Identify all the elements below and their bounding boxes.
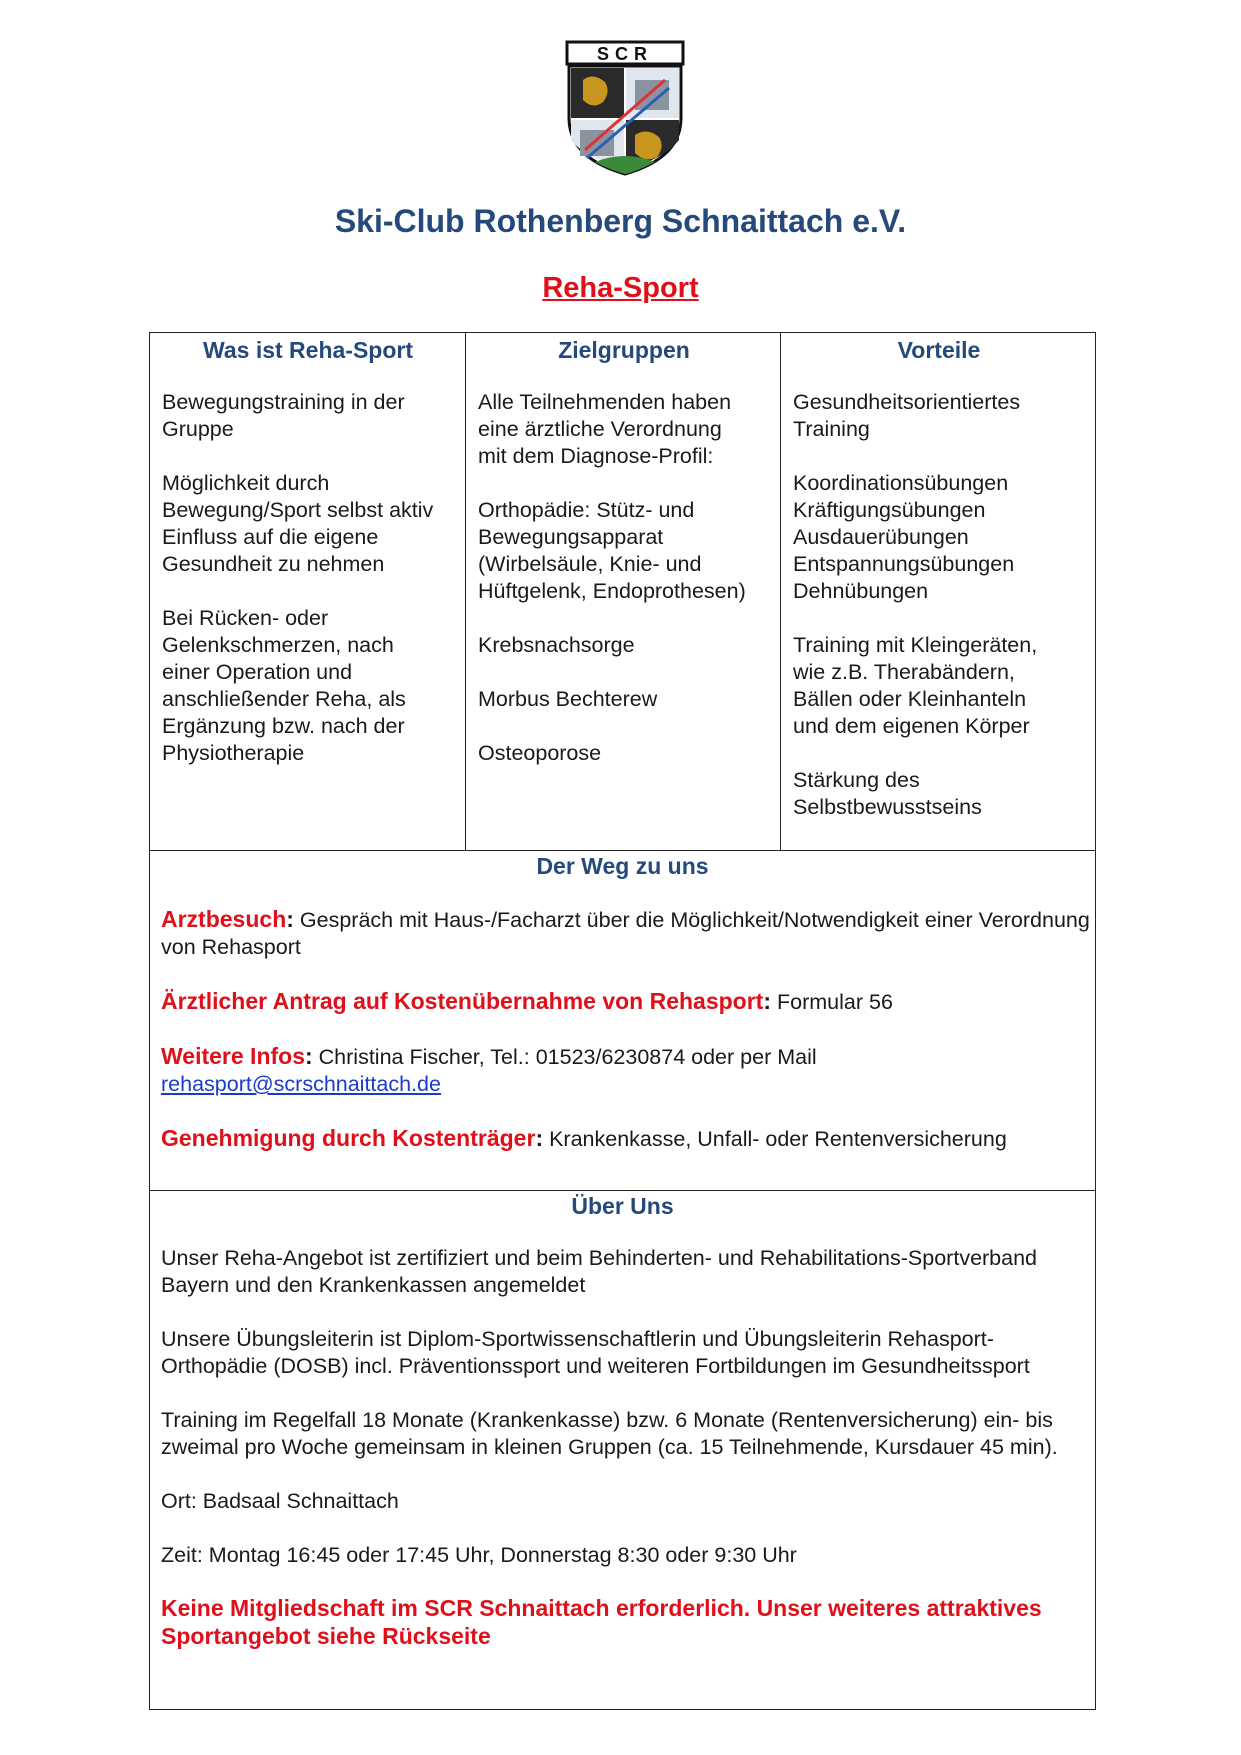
- weg-item-arztbesuch: Arztbesuch: Gespräch mit Haus-/Facharzt über die Möglichkeit/Notwendigkeit einer Verordnung von Rehasport: [161, 906, 1090, 959]
- column-paragraph: Bei Rücken- oder Gelenkschmerzen, nach einer Operation und anschließender Reha, als Ergänzung bzw. nach der Physiotherapie: [162, 606, 406, 765]
- column-vorteile: [781, 332, 1097, 848]
- club-name-heading: Ski-Club Rothenberg Schnaittach e.V.: [334, 203, 907, 239]
- column-zielgruppen: [466, 332, 782, 794]
- weg-item-label: Ärztlicher Antrag auf Kostenübernahme von Rehasport: [161, 988, 764, 1014]
- ueber-paragraph: Unser Reha-Angebot ist zertifiziert und beim Behinderten- und Rehabilitations-Sportverband Bayern und den Krankenkassen angemeldet: [161, 1246, 1038, 1297]
- ueber-paragraph: Training im Regelfall 18 Monate (Krankenkasse) bzw. 6 Monate (Rentenversicherung) ein- bis zweimal pro Woche gemeinsam in kleinen Gruppen (ca. 15 Teilnehmende, Kursdauer 45 min).: [161, 1408, 1058, 1459]
- column-paragraph: Morbus Bechterew: [478, 687, 658, 711]
- column-paragraph: Osteoporose: [478, 741, 602, 765]
- section-ueber-uns: [161, 1245, 1091, 1677]
- weg-item-antrag: Ärztlicher Antrag auf Kostenübernahme von Rehasport: Formular 56: [161, 988, 893, 1014]
- row-divider: [149, 850, 1096, 851]
- column-paragraph: Alle Teilnehmenden haben eine ärztliche Verordnung mit dem Diagnose-Profil:: [478, 390, 732, 468]
- weg-item-text: Formular 56: [771, 990, 893, 1014]
- ueber-paragraph: Zeit: Montag 16:45 oder 17:45 Uhr, Donnerstag 8:30 oder 9:30 Uhr: [161, 1543, 797, 1567]
- weg-item-text: Gespräch mit Haus-/Facharzt über die Möglichkeit/Notwendigkeit einer Verordnung von Rehasport: [161, 908, 1090, 959]
- email-link[interactable]: rehasport@scrschnaittach.de: [161, 1072, 441, 1096]
- column-paragraph: Bewegungstraining in der Gruppe: [162, 390, 405, 441]
- column-paragraph: Gesundheitsorientiertes Training: [793, 390, 1021, 441]
- ueber-paragraph: Ort: Badsaal Schnaittach: [161, 1489, 399, 1513]
- section-weg: [161, 906, 1091, 1180]
- club-crest-logo: [565, 40, 685, 176]
- column-heading: Zielgruppen: [558, 337, 690, 363]
- column-paragraph: Koordinationsübungen Kräftigungsübungen Ausdauerübungen Entspannungsübungen Dehnübungen: [793, 471, 1015, 603]
- weg-item-infos: Weitere Infos: Christina Fischer, Tel.: 01523/6230874 oder per Mail rehasport@scrschnaittach.de: [161, 1043, 817, 1096]
- column-paragraph: Training mit Kleingeräten, wie z.B. Therabändern, Bällen oder Kleinhanteln und dem eigenen Körper: [793, 633, 1038, 738]
- column-heading: Vorteile: [897, 337, 981, 363]
- section-heading-weg: Der Weg zu uns: [536, 853, 709, 879]
- weg-item-text: Krankenkasse, Unfall- oder Rentenversicherung: [543, 1127, 1007, 1151]
- column-heading: Was ist Reha-Sport: [202, 337, 413, 363]
- ueber-paragraph: Unsere Übungsleiterin ist Diplom-Sportwissenschaftlerin und Übungsleiterin Rehasport-Orthopädie (DOSB) incl. Präventionssport und weiteren Fortbildungen im Gesundheitssport: [161, 1327, 1030, 1378]
- column-was-ist-reha-sport: [150, 332, 466, 794]
- weg-item-label: Arztbesuch: [161, 906, 287, 932]
- column-paragraph: Möglichkeit durch Bewegung/Sport selbst aktiv Einfluss auf die eigene Gesundheit zu nehmen: [162, 471, 434, 576]
- weg-item-text: Christina Fischer, Tel.: 01523/6230874 oder per Mail: [312, 1045, 817, 1069]
- weg-item-label: Weitere Infos: [161, 1043, 305, 1069]
- membership-notice: Keine Mitgliedschaft im SCR Schnaittach erforderlich. Unser weiteres attraktives Sportangebot siehe Rückseite: [161, 1595, 1042, 1649]
- page-title: Reha-Sport: [542, 272, 699, 304]
- crest-lettering: SCR: [596, 44, 654, 64]
- weg-item-label: Genehmigung durch Kostenträger: [161, 1125, 536, 1151]
- column-paragraph: Krebsnachsorge: [478, 633, 635, 657]
- row-divider: [149, 1190, 1096, 1191]
- column-paragraph: Orthopädie: Stütz- und Bewegungsapparat (Wirbelsäule, Knie- und Hüftgelenk, Endoprothesen): [478, 498, 746, 603]
- section-heading-ueber-uns: Über Uns: [571, 1193, 674, 1219]
- weg-item-genehmigung: Genehmigung durch Kostenträger: Krankenkasse, Unfall- oder Rentenversicherung: [161, 1125, 1007, 1151]
- column-paragraph: Stärkung des Selbstbewusstseins: [793, 768, 982, 819]
